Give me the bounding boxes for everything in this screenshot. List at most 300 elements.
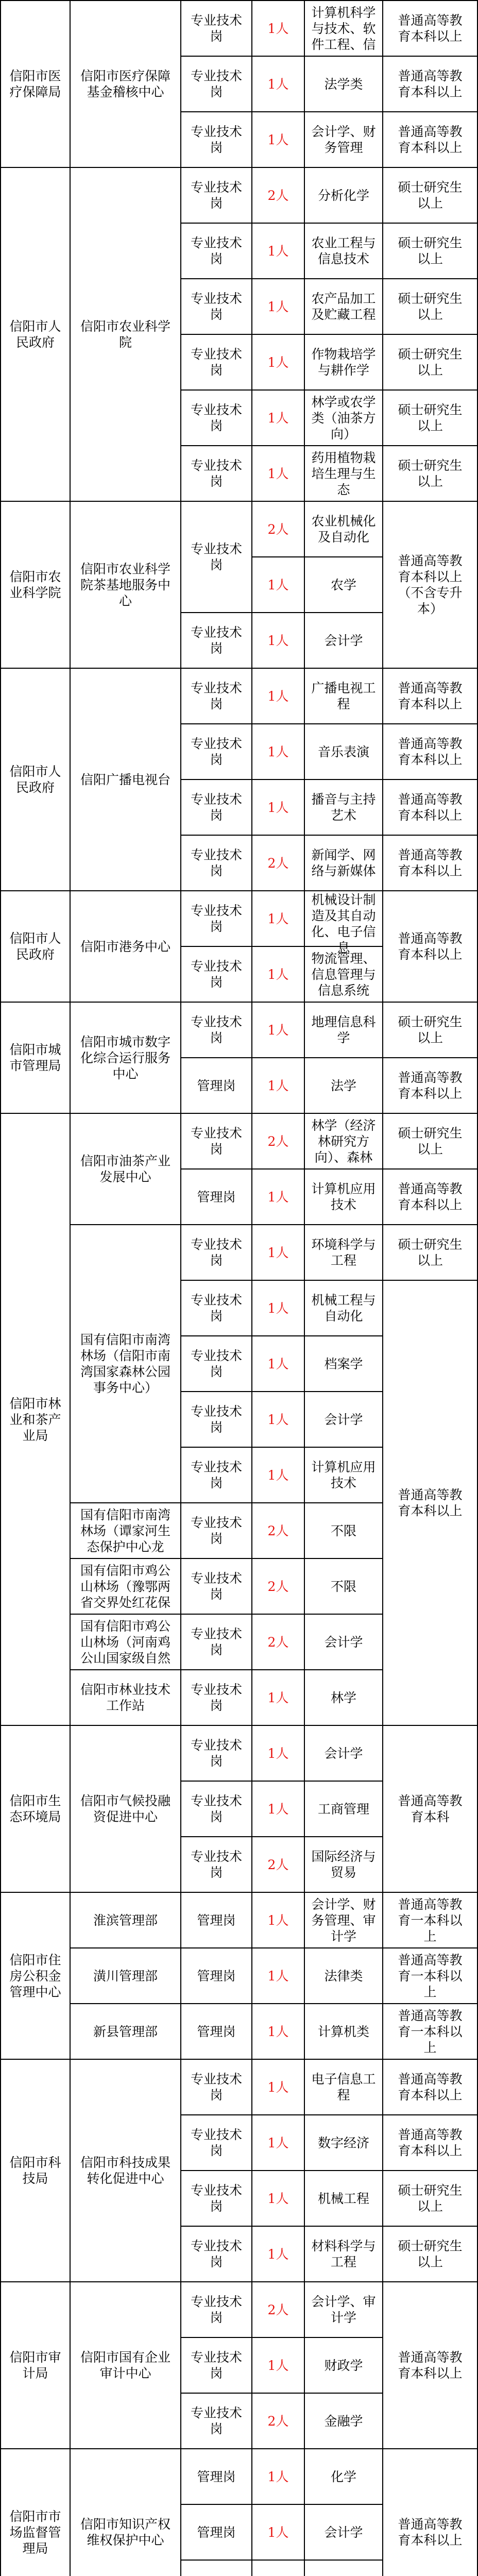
headcount-cell (252, 1, 304, 56)
department-cell-text: 信阳市人民政府 (9, 319, 61, 350)
department-cell (1, 891, 70, 1002)
headcount-cell (252, 557, 304, 613)
unit-cell-text: 信阳市国有企业审计中心 (80, 2350, 170, 2381)
post-category-cell-text: 专业技术岗 (190, 347, 242, 378)
post-category-cell-text: 管理岗 (197, 1078, 236, 1093)
education-cell-text: 硕士研究生以上 (398, 1126, 463, 1157)
department-cell (1, 167, 70, 501)
headcount-cell-text: 1人 (267, 967, 289, 982)
post-category-cell (181, 2059, 252, 2115)
post-category-cell-text: 专业技术岗 (190, 1738, 242, 1769)
education-cell-text: 普通高等教育本科以上 (398, 681, 463, 711)
post-category-cell (181, 279, 252, 334)
major-cell-text: 档案学 (324, 1356, 363, 1371)
major-cell-text: 会计学 (324, 1745, 363, 1761)
headcount-cell-text: 1人 (267, 2079, 289, 2095)
unit-cell (70, 668, 181, 891)
post-category-cell (181, 946, 252, 1002)
major-cell (304, 891, 383, 955)
department-cell (1, 1002, 70, 1113)
headcount-cell (252, 1558, 304, 1614)
major-cell-text: 机械设计制造及其自动化、电子信息 (311, 892, 376, 955)
headcount-cell (252, 1503, 304, 1558)
headcount-cell (252, 1336, 304, 1392)
post-category-cell-text: 专业技术岗 (190, 1126, 242, 1157)
post-category-cell (181, 223, 252, 279)
department-cell-text: 信阳市科技局 (9, 2155, 61, 2186)
post-category-cell-text: 专业技术岗 (190, 1404, 242, 1435)
unit-cell (70, 1225, 181, 1503)
post-category-cell-text: 专业技术岗 (190, 1793, 242, 1824)
post-category-cell (181, 1392, 252, 1447)
headcount-cell-text: 1人 (267, 1690, 289, 1705)
headcount-cell (252, 56, 304, 112)
education-cell-text: 普通高等教育本科以上（不含专升本） (398, 553, 463, 616)
education-cell-text: 硕士研究生以上 (398, 291, 463, 322)
headcount-cell (252, 1837, 304, 1892)
post-category-cell-text: 专业技术岗 (190, 792, 242, 823)
major-cell-text: 机械工程与自动化 (311, 1293, 376, 1324)
education-cell (383, 112, 477, 167)
education-cell-text: 硕士研究生以上 (398, 458, 463, 489)
major-cell (304, 2449, 383, 2504)
headcount-cell (252, 1169, 304, 1225)
headcount-cell (252, 2059, 304, 2115)
education-cell (383, 2449, 477, 2576)
department-cell-text: 信阳市林业和茶产业局 (9, 1396, 61, 1443)
major-cell (304, 446, 383, 501)
education-cell (383, 2171, 477, 2226)
major-cell (304, 2282, 383, 2337)
unit-cell-text: 信阳市科技成果转化促进中心 (80, 2155, 170, 2186)
post-category-cell-text: 专业技术岗 (190, 1571, 242, 1602)
major-cell (304, 1447, 383, 1503)
major-cell (304, 724, 383, 779)
post-category-cell (181, 835, 252, 891)
major-cell-text: 国际经济与贸易 (311, 1849, 376, 1880)
post-category-cell (181, 2337, 252, 2393)
education-cell-text: 普通高等教育本科以上 (398, 736, 463, 767)
headcount-cell (252, 613, 304, 668)
headcount-cell (252, 167, 304, 223)
major-cell-text: 会计学、财务管理 (311, 124, 376, 155)
major-cell (304, 1, 383, 56)
post-category-cell (181, 724, 252, 779)
unit-cell (70, 1503, 181, 1558)
post-category-cell (181, 56, 252, 112)
major-cell-text: 不限 (330, 1579, 356, 1594)
major-cell (304, 1336, 383, 1392)
post-category-cell (181, 1113, 252, 1169)
headcount-cell-text: 1人 (267, 744, 289, 759)
major-cell-text: 广播电视工程 (311, 681, 376, 711)
major-cell-text: 化学 (330, 2469, 356, 2484)
major-cell-text: 地理信息科学 (311, 1014, 376, 1045)
education-cell (383, 1002, 477, 1058)
major-cell (304, 1002, 383, 1058)
post-category-cell-text: 专业技术岗 (190, 541, 242, 572)
post-category-cell-text: 专业技术岗 (190, 1460, 242, 1490)
headcount-cell-text: 1人 (267, 2135, 289, 2150)
education-cell-text: 硕士研究生以上 (398, 2183, 463, 2214)
headcount-cell (252, 2282, 304, 2337)
table-row (1, 1725, 477, 1781)
headcount-cell (252, 1225, 304, 1280)
major-cell (304, 1725, 383, 1781)
headcount-cell (252, 1725, 304, 1781)
major-cell-text: 播音与主持艺术 (311, 792, 376, 823)
major-cell-text: 农业工程与信息技术 (311, 235, 376, 266)
education-cell (383, 891, 477, 1002)
post-category-cell (181, 2560, 252, 2576)
education-cell (383, 167, 477, 223)
major-cell (304, 279, 383, 334)
headcount-cell (252, 2226, 304, 2282)
unit-cell-text: 淮滨管理部 (93, 1912, 158, 1928)
education-cell-text: 硕士研究生以上 (398, 180, 463, 211)
major-cell (304, 1558, 383, 1614)
headcount-cell-text: 1人 (267, 1801, 289, 1817)
post-category-cell-text: 专业技术岗 (190, 402, 242, 433)
table-row (1, 2004, 477, 2059)
major-cell (304, 835, 383, 891)
headcount-cell-text: 2人 (267, 521, 289, 537)
headcount-cell-text: 1人 (267, 2524, 289, 2540)
table-row (1, 2282, 477, 2337)
headcount-cell (252, 1892, 304, 1948)
major-cell-text: 林学 (330, 1690, 356, 1705)
unit-cell (70, 2004, 181, 2059)
education-cell (383, 1058, 477, 1113)
education-cell (383, 2059, 477, 2115)
headcount-cell-text: 2人 (267, 1857, 289, 1872)
major-cell-text: 药用植物栽培生理与生态 (311, 450, 376, 497)
major-cell (304, 1503, 383, 1558)
unit-cell-text: 信阳市林业技术工作站 (80, 1682, 170, 1713)
education-cell (383, 1948, 477, 2004)
post-category-cell (181, 446, 252, 501)
major-cell (304, 1225, 383, 1280)
headcount-cell-text: 1人 (267, 2191, 289, 2206)
post-category-cell (181, 668, 252, 724)
headcount-cell (252, 724, 304, 779)
headcount-cell-text: 1人 (267, 1912, 289, 1928)
department-cell-text: 信阳市医疗保障局 (9, 69, 61, 99)
unit-cell-text: 信阳市港务中心 (80, 939, 170, 954)
headcount-cell (252, 835, 304, 891)
post-category-cell-text: 专业技术岗 (190, 2405, 242, 2436)
major-cell (304, 2059, 383, 2115)
post-category-cell-text: 专业技术岗 (190, 1849, 242, 1880)
post-category-cell-text: 专业技术岗 (190, 124, 242, 155)
education-cell (383, 1169, 477, 1225)
education-cell-text: 普通高等教育本科以上 (398, 848, 463, 878)
headcount-cell-text: 1人 (267, 243, 289, 259)
table-row (1, 891, 477, 946)
major-cell-text: 会计学、审计学 (311, 2294, 376, 2325)
table-body (1, 1, 477, 2576)
post-category-cell (181, 2393, 252, 2449)
table-row (1, 2449, 477, 2504)
education-cell-text: 普通高等教育本科以上 (398, 69, 463, 99)
education-cell-text: 硕士研究生以上 (398, 235, 463, 266)
headcount-cell-text: 1人 (267, 2469, 289, 2484)
unit-cell (70, 501, 181, 668)
headcount-cell-text: 1人 (267, 1300, 289, 1316)
post-category-cell (181, 2115, 252, 2171)
major-cell (304, 223, 383, 279)
unit-cell (70, 891, 181, 1002)
post-category-cell-text: 专业技术岗 (190, 458, 242, 489)
headcount-cell-text: 1人 (267, 633, 289, 648)
post-category-cell (181, 1280, 252, 1336)
department-cell (1, 2449, 70, 2576)
post-category-cell-text: 专业技术岗 (190, 903, 242, 934)
headcount-cell-text: 1人 (267, 1078, 289, 1093)
major-cell (304, 1392, 383, 1447)
table-row (1, 1, 477, 56)
major-cell (304, 1614, 383, 1670)
post-category-cell-text: 专业技术岗 (190, 2350, 242, 2381)
post-category-cell-text: 专业技术岗 (190, 736, 242, 767)
post-category-cell (181, 1503, 252, 1558)
education-cell-text: 普通高等教育本科 (398, 1793, 463, 1824)
major-cell (304, 2560, 383, 2576)
major-cell (304, 2115, 383, 2171)
table-row (1, 668, 477, 724)
post-category-cell-text: 专业技术岗 (190, 2127, 242, 2158)
education-cell-text: 普通高等教育本科以上 (398, 2072, 463, 2103)
post-category-cell (181, 1336, 252, 1392)
headcount-cell (252, 2171, 304, 2226)
department-cell (1, 2282, 70, 2449)
unit-cell (70, 1558, 181, 1614)
post-category-cell (181, 613, 252, 668)
education-cell (383, 1280, 477, 1725)
headcount-cell (252, 891, 304, 946)
unit-cell-text: 国有信阳市鸡公山林场（河南鸡公山国家级自然 (80, 1618, 170, 1666)
education-cell (383, 501, 477, 668)
headcount-cell (252, 946, 304, 1002)
major-cell-text: 计算机应用技术 (311, 1181, 376, 1212)
education-cell-text: 普通高等教育本科以上 (398, 2350, 463, 2381)
education-cell-text: 普通高等教育一本科以上 (398, 1952, 463, 1999)
headcount-cell (252, 779, 304, 835)
headcount-cell (252, 279, 304, 334)
education-cell-text: 普通高等教育本科以上 (398, 792, 463, 823)
post-category-cell-text: 专业技术岗 (190, 1348, 242, 1379)
unit-cell-text: 信阳市农业科学院茶基地服务中心 (80, 561, 170, 608)
department-cell (1, 1892, 70, 2059)
post-category-cell (181, 1002, 252, 1058)
education-cell-text: 普通高等教育本科以上 (398, 2517, 463, 2548)
headcount-cell-text: 2人 (267, 855, 289, 871)
post-category-cell (181, 112, 252, 167)
post-category-cell (181, 1725, 252, 1781)
major-cell (304, 613, 383, 668)
post-category-cell (181, 390, 252, 446)
major-cell-text: 农业机械化及自动化 (311, 514, 376, 545)
headcount-cell-text: 1人 (267, 800, 289, 815)
headcount-cell-text: 1人 (267, 2246, 289, 2262)
education-cell-text: 普通高等教育本科以上 (398, 1070, 463, 1101)
post-category-cell-text: 管理岗 (197, 2469, 236, 2484)
headcount-cell (252, 1058, 304, 1113)
post-category-cell-text: 专业技术岗 (190, 2294, 242, 2325)
unit-cell-text: 国有信阳市南湾林场（谭家河生态保护中心龙 (80, 1507, 170, 1554)
education-cell-text: 普通高等教育一本科以上 (398, 1896, 463, 1944)
post-category-cell (181, 1837, 252, 1892)
headcount-cell-text: 1人 (267, 354, 289, 370)
post-category-cell-text: 专业技术岗 (190, 2183, 242, 2214)
headcount-cell-text: 1人 (267, 1968, 289, 1984)
major-cell-text: 会计学 (324, 1412, 363, 1427)
table-row (1, 1225, 477, 1280)
post-category-cell (181, 1, 252, 56)
post-category-cell-text (181, 2561, 251, 2576)
education-cell-text: 普通高等教育本科以上 (398, 1181, 463, 1212)
post-category-cell-text: 专业技术岗 (190, 1682, 242, 1713)
headcount-cell-text: 2人 (267, 2413, 289, 2429)
unit-cell (70, 1113, 181, 1225)
education-cell-text: 硕士研究生以上 (398, 1014, 463, 1045)
major-cell (304, 946, 383, 1002)
headcount-cell-text: 1人 (267, 1022, 289, 1038)
major-cell-text: 计算机科学与技术、软件工程、信 (311, 5, 376, 52)
headcount-cell (252, 2393, 304, 2449)
unit-cell-text: 国有信阳市鸡公山林场（豫鄂两省交界处红花保 (80, 1563, 170, 1610)
post-category-cell (181, 1169, 252, 1225)
post-category-cell (181, 1670, 252, 1725)
post-category-cell-text: 专业技术岗 (190, 235, 242, 266)
education-cell (383, 835, 477, 891)
major-cell (304, 1670, 383, 1725)
headcount-cell-text: 1人 (267, 132, 289, 147)
table-row (1, 1002, 477, 1058)
post-category-cell-text: 管理岗 (197, 1968, 236, 1984)
major-cell-text: 财政学 (324, 2358, 363, 2373)
education-cell (383, 779, 477, 835)
education-cell (383, 1113, 477, 1169)
headcount-cell-text: 1人 (267, 2358, 289, 2373)
headcount-cell-text: 2人 (267, 2302, 289, 2317)
post-category-cell-text: 专业技术岗 (190, 2072, 242, 2103)
headcount-cell-text: 1人 (267, 577, 289, 592)
headcount-cell-text (252, 2561, 304, 2576)
major-cell-text: 金融学 (324, 2413, 363, 2429)
major-cell (304, 1948, 383, 2004)
headcount-cell (252, 2337, 304, 2393)
major-cell (304, 2226, 383, 2282)
major-cell-text: 计算机应用技术 (311, 1460, 376, 1490)
post-category-cell (181, 2171, 252, 2226)
unit-cell-text: 信阳市医疗保障基金稽核中心 (80, 69, 170, 99)
post-category-cell-text: 专业技术岗 (190, 1626, 242, 1657)
headcount-cell (252, 2560, 304, 2576)
unit-cell (70, 1, 181, 167)
major-cell-text: 法学类 (324, 76, 363, 92)
major-cell (304, 557, 383, 613)
major-cell-text: 电子信息工程 (311, 2072, 376, 2103)
education-cell-text: 普通高等教育本科以上 (398, 1487, 463, 1518)
department-cell-text: 信阳市市场监督管理局 (9, 2509, 61, 2556)
major-cell (304, 1280, 383, 1336)
headcount-cell-text: 2人 (267, 1523, 289, 1538)
headcount-cell (252, 501, 304, 557)
education-cell-text: 硕士研究生以上 (398, 347, 463, 378)
major-cell-text: 农学 (330, 577, 356, 592)
headcount-cell (252, 112, 304, 167)
post-category-cell-text: 专业技术岗 (190, 625, 242, 656)
headcount-cell (252, 1614, 304, 1670)
major-cell (304, 2004, 383, 2059)
headcount-cell-text: 1人 (267, 1189, 289, 1205)
headcount-cell-text: 1人 (267, 2024, 289, 2039)
education-cell-text: 普通高等教育本科以上 (398, 13, 463, 44)
unit-cell-text: 潢川管理部 (93, 1968, 158, 1984)
major-cell (304, 668, 383, 724)
education-cell-text: 硕士研究生以上 (398, 2239, 463, 2269)
education-cell-text: 普通高等教育本科以上 (398, 2127, 463, 2158)
headcount-cell-text: 1人 (267, 1412, 289, 1427)
major-cell-text: 机械工程 (317, 2191, 369, 2206)
education-cell (383, 2004, 477, 2059)
unit-cell (70, 1892, 181, 1948)
post-category-cell-text: 管理岗 (197, 2524, 236, 2540)
post-category-cell (181, 1892, 252, 1948)
headcount-cell-text: 1人 (267, 1745, 289, 1761)
department-cell-text: 信阳市农业科学院 (9, 569, 61, 600)
headcount-cell (252, 1948, 304, 2004)
major-cell (304, 2171, 383, 2226)
education-cell (383, 334, 477, 390)
post-category-cell-text: 专业技术岗 (190, 69, 242, 99)
headcount-cell (252, 446, 304, 501)
major-cell-text: 环境科学与工程 (311, 1237, 376, 1268)
post-category-cell-text: 专业技术岗 (190, 1237, 242, 1268)
department-cell (1, 1725, 70, 1892)
post-category-cell (181, 2282, 252, 2337)
headcount-cell (252, 1113, 304, 1169)
headcount-cell-text: 1人 (267, 410, 289, 426)
headcount-cell-text: 2人 (267, 1133, 289, 1149)
headcount-cell (252, 668, 304, 724)
major-cell-text: 作物栽培学与耕作学 (311, 347, 376, 378)
education-cell (383, 1725, 477, 1892)
post-category-cell (181, 1558, 252, 1614)
major-cell-text: 计算机类 (317, 2024, 369, 2039)
table-row (1, 167, 477, 223)
education-cell-text: 普通高等教育本科以上 (398, 931, 463, 962)
headcount-cell (252, 2004, 304, 2059)
major-cell-text (305, 2561, 382, 2576)
major-cell (304, 1892, 383, 1948)
headcount-cell (252, 1002, 304, 1058)
post-category-cell-text: 专业技术岗 (190, 180, 242, 211)
major-cell-text: 会计学 (324, 2524, 363, 2540)
education-cell (383, 1892, 477, 1948)
unit-cell (70, 1670, 181, 1725)
major-cell-text: 法律类 (324, 1968, 363, 1984)
post-category-cell (181, 334, 252, 390)
headcount-cell (252, 2449, 304, 2504)
major-cell-text: 物流管理、信息管理与信息系统 (311, 951, 376, 998)
major-cell-text: 数字经济 (317, 2135, 369, 2150)
table-row (1, 1113, 477, 1169)
post-category-cell-text: 专业技术岗 (190, 681, 242, 711)
major-cell (304, 2393, 383, 2449)
post-category-cell-text: 专业技术岗 (190, 291, 242, 322)
